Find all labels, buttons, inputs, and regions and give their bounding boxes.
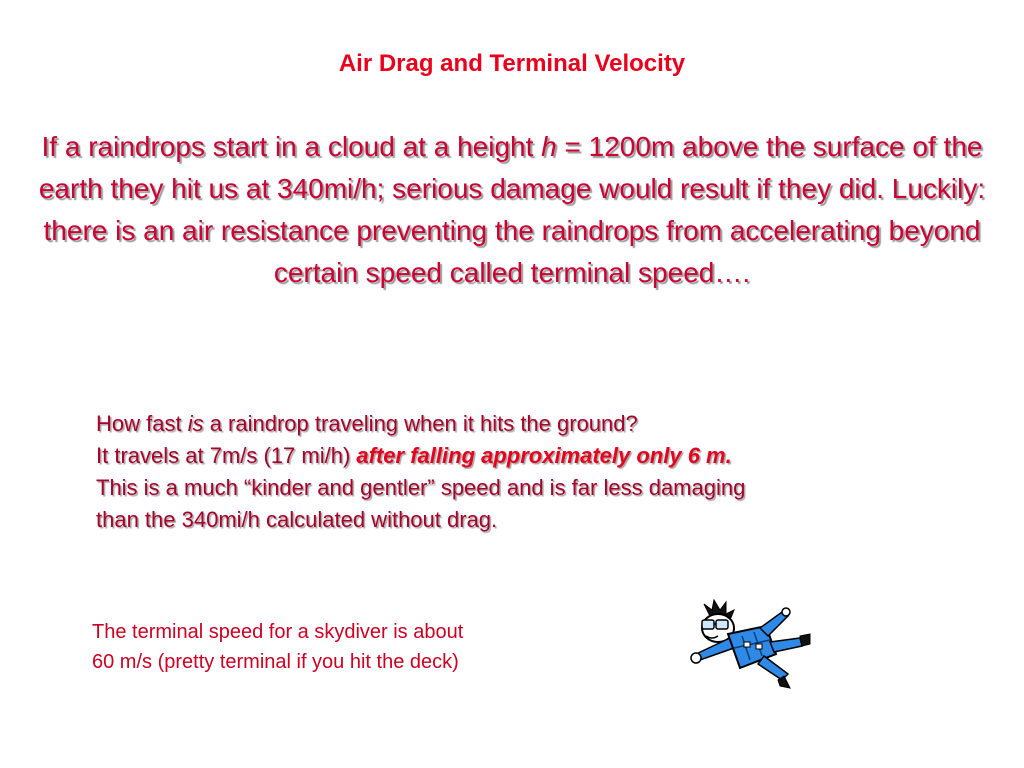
height-variable: h xyxy=(541,131,557,162)
answer-part1: It travels at 7m/s (17 mi/h) xyxy=(96,443,357,468)
comparison-line-2: than the 340mi/h calculated without drag. xyxy=(96,507,498,532)
question-part2: a raindrop traveling when it hits the ground? xyxy=(203,411,638,436)
raindrop-question-block xyxy=(96,408,976,536)
slide-title: Air Drag and Terminal Velocity xyxy=(338,50,686,77)
intro-paragraph xyxy=(12,126,1012,294)
question-line xyxy=(96,408,976,440)
skydiver-clipart-icon xyxy=(690,598,814,690)
skydiver-note xyxy=(92,617,612,677)
question-emphasis: is xyxy=(187,411,204,436)
question-part1: How fast xyxy=(96,411,188,436)
answer-line xyxy=(96,440,976,472)
intro-text-part1: If a raindrops start in a cloud at a height xyxy=(41,131,542,162)
answer-emphasis: after falling approximately only 6 m. xyxy=(356,443,732,468)
skydiver-note-line-2: 60 m/s (pretty terminal if you hit the deck) xyxy=(92,651,459,673)
comparison-line: This is a much “kinder and gentler” speed and is far less damaging xyxy=(96,475,746,500)
skydiver-note-line-1: The terminal speed for a skydiver is about xyxy=(92,621,464,643)
intro-text-part2: = 1200m above the surface of the earth they hit us at 340mi/h; serious damage would result if they did. Luckily: there is an air resistance preventing the raindrops from accelerating beyond certain speed called terminal speed…. xyxy=(38,131,986,288)
